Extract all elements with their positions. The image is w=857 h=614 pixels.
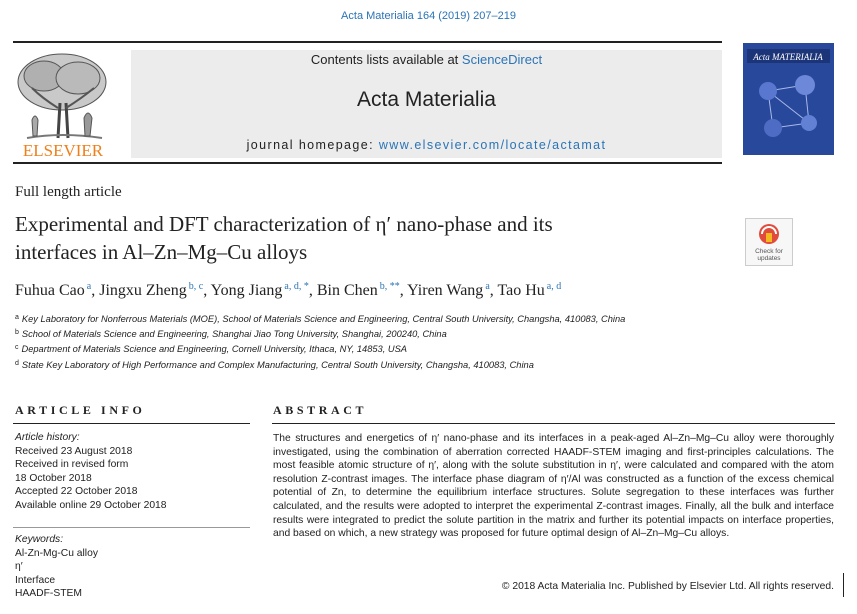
author-list: Fuhua Cao $^a$, Jingxu Zheng $^{b, c}$, Yong Jiang $^{a, d, *}$, Bin Chen $^{b, **}$, Yiren Wang $^a$, Tao Hu $^{a, d}$ [15, 281, 562, 299]
author[interactable]: Bin Chen $^{b, **}$ [316, 281, 400, 299]
check-for-updates-badge[interactable] [745, 218, 793, 266]
abstract-heading: ABSTRACT [273, 403, 368, 417]
badge-line1: Check for [755, 248, 783, 255]
keyword[interactable]: HAADF-STEM [15, 588, 82, 600]
keyword[interactable]: Interface [15, 574, 56, 586]
article-title [15, 210, 715, 266]
history-item: 18 October 2018 [15, 472, 92, 484]
elsevier-logo[interactable] [12, 48, 115, 160]
title-line: Experimental and DFT characterization of η′ nano-phase and its [15, 212, 553, 236]
cover-graphic-icon [743, 43, 834, 155]
homepage-prefix: journal homepage: [246, 138, 379, 152]
journal-banner [131, 50, 722, 158]
history-item: Received 23 August 2018 [15, 445, 133, 457]
contents-prefix: Contents lists available at [310, 52, 462, 67]
history-label: Article history: [15, 432, 80, 443]
affiliations [15, 311, 625, 372]
article-type: Full length article [15, 184, 122, 200]
contents-line [131, 52, 722, 67]
affiliation: $^b$ School of Materials Science and Engineering, Shanghai Jiao Tong University, Shanghai, 200240, China [15, 329, 447, 340]
sciencedirect-link[interactable]: ScienceDirect [461, 52, 543, 67]
journal-citation[interactable]: Acta Materialia 164 (2019) 207–219 [341, 10, 516, 22]
copyright-notice: © 2018 Acta Materialia Inc. Published by Elsevier Ltd. All rights reserved. [501, 581, 834, 592]
journal-cover[interactable] [743, 43, 834, 155]
history-item: Available online 29 October 2018 [15, 499, 167, 511]
history-item: Received in revised form [15, 459, 129, 471]
author[interactable]: Fuhua Cao $^a$ [15, 281, 92, 299]
title-line: interfaces in Al–Zn–Mg–Cu alloys [15, 240, 308, 264]
keyword[interactable]: η′ [15, 561, 23, 573]
journal-name: Acta Materialia [357, 88, 496, 111]
history-item: Accepted 22 October 2018 [15, 486, 138, 498]
header-bottom-rule [13, 162, 722, 164]
affiliation: $^c$ Department of Materials Science and Engineering, Cornell University, Ithaca, NY, 14853, USA [15, 344, 408, 355]
abstract-rule [272, 423, 835, 424]
affiliation: $^d$ State Key Laboratory of High Performance and Complex Manufacturing, Central South University, Changsha, 410083, China [15, 359, 534, 370]
elsevier-wordmark: ELSEVIER [22, 141, 104, 160]
keywords-label: Keywords: [15, 534, 64, 545]
author[interactable]: Tao Hu $^{a, d}$ [497, 281, 562, 299]
homepage-link[interactable]: www.elsevier.com/locate/actamat [378, 138, 607, 152]
badge-line2: updates [757, 255, 781, 262]
check-updates-icon [746, 219, 792, 265]
affiliation: $^a$ Key Laboratory for Nonferrous Materials (MOE), School of Materials Science and Engineering, Central South University, Changsha, 410083, China [15, 314, 626, 324]
author[interactable]: Yong Jiang $^{a, d, *}$ [210, 281, 309, 299]
keywords [15, 533, 98, 601]
article-info-rule [13, 423, 250, 424]
author[interactable]: Jingxu Zheng $^{b, c}$ [99, 281, 204, 299]
elsevier-tree-icon [12, 48, 115, 160]
cover-title: Acta MATERIALIA [753, 52, 823, 62]
header-top-rule [13, 41, 722, 43]
article-info-heading: ARTICLE INFO [15, 403, 146, 417]
author[interactable]: Yiren Wang $^a$ [407, 281, 490, 299]
keywords-rule [13, 527, 250, 528]
edge-bar [843, 573, 844, 597]
keyword[interactable]: Al-Zn-Mg-Cu alloy [15, 547, 98, 559]
homepage-line [131, 138, 722, 152]
abstract-text: The structures and energetics of η′ nano-phase and its interfaces in a peak-aged Al–Zn–Mg–Cu alloy were thoroughly investigated, using the combination of aberration corrected HAADF-STEM imaging and first-principles calculations. The most feasible atomic structure of η′, along with the solute substitution in η′, were calculated and compared with the atom resolution Z-contrast images. The interface phase diagram of η′/Al was constructed as a function of the excess chemical potential of Zn, to determine the equilibrium interface structures. Solute segregation to these interfaces was further calculated, and the results were adopted to interpret the experimental Z-contrast images. Finally, all the bulk and interface results were integrated to predict the solute partition in the matrix and further its potential impacts on interface properties, and based on which, a new strategy was proposed for future optimal design of Al–Zn–Mg–Cu alloys. [273, 433, 834, 540]
article-history [15, 431, 167, 513]
